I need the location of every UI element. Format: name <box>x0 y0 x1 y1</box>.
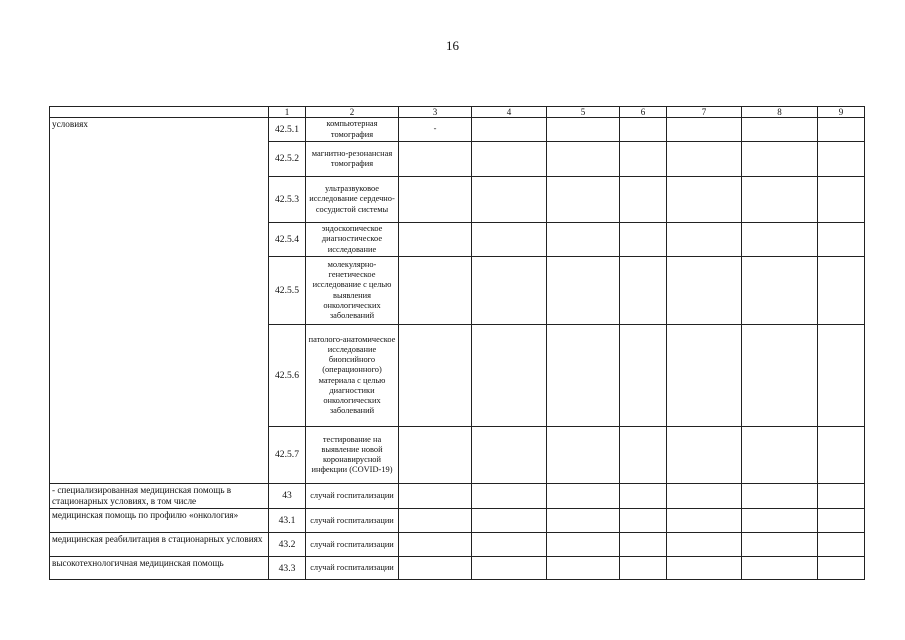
header-cell: 6 <box>620 107 667 118</box>
row-label: медицинская помощь по профилю «онкология» <box>50 509 269 533</box>
value-cell <box>547 509 620 533</box>
value-cell <box>472 325 547 427</box>
value-cell <box>742 427 818 484</box>
header-cell: 9 <box>818 107 865 118</box>
value-cell <box>667 484 742 509</box>
value-cell <box>399 557 472 580</box>
header-cell: 5 <box>547 107 620 118</box>
value-cell <box>620 257 667 325</box>
row-unit: ультразвуковое исследование сердечно-сосудистой системы <box>306 177 399 223</box>
row-unit: случай госпитализации <box>306 509 399 533</box>
value-cell <box>818 484 865 509</box>
header-row <box>50 107 865 118</box>
value-cell <box>818 427 865 484</box>
header-cell: 1 <box>269 107 306 118</box>
value-cell <box>472 484 547 509</box>
row-unit: магнитно-резонансная томография <box>306 142 399 177</box>
value-cell <box>620 533 667 557</box>
table-row <box>50 557 865 580</box>
value-cell <box>399 427 472 484</box>
value-cell <box>547 223 620 257</box>
row-unit: молекулярно-генетическое исследование с целью выявления онкологических заболеваний <box>306 257 399 325</box>
value-cell <box>472 118 547 142</box>
value-cell: - <box>399 118 472 142</box>
value-cell <box>818 223 865 257</box>
value-cell <box>667 223 742 257</box>
row-code: 43.1 <box>269 509 306 533</box>
value-cell <box>818 557 865 580</box>
value-cell <box>399 257 472 325</box>
row-code: 42.5.1 <box>269 118 306 142</box>
value-cell <box>620 484 667 509</box>
value-cell <box>620 142 667 177</box>
value-cell <box>667 118 742 142</box>
value-cell <box>399 177 472 223</box>
value-cell <box>620 223 667 257</box>
value-cell <box>547 142 620 177</box>
value-cell <box>547 118 620 142</box>
value-cell <box>547 484 620 509</box>
group-label: условиях <box>50 118 269 484</box>
value-cell <box>742 142 818 177</box>
value-cell <box>620 557 667 580</box>
row-unit: случай госпитализации <box>306 484 399 509</box>
row-unit: компьютерная томография <box>306 118 399 142</box>
value-cell <box>742 509 818 533</box>
header-cell: 7 <box>667 107 742 118</box>
value-cell <box>667 177 742 223</box>
value-cell <box>399 142 472 177</box>
value-cell <box>472 557 547 580</box>
value-cell <box>818 257 865 325</box>
row-code: 42.5.7 <box>269 427 306 484</box>
value-cell <box>620 427 667 484</box>
row-label: медицинская реабилитация в стационарных условиях <box>50 533 269 557</box>
value-cell <box>399 325 472 427</box>
value-cell <box>547 427 620 484</box>
row-unit: случай госпитализации <box>306 557 399 580</box>
row-code: 43 <box>269 484 306 509</box>
value-cell <box>620 177 667 223</box>
value-cell <box>667 325 742 427</box>
header-cell: 3 <box>399 107 472 118</box>
value-cell <box>742 557 818 580</box>
value-cell <box>472 533 547 557</box>
value-cell <box>667 557 742 580</box>
value-cell <box>399 223 472 257</box>
value-cell <box>620 325 667 427</box>
value-cell <box>547 325 620 427</box>
row-code: 42.5.4 <box>269 223 306 257</box>
value-cell <box>399 509 472 533</box>
value-cell <box>472 142 547 177</box>
value-cell <box>620 118 667 142</box>
table-row <box>50 509 865 533</box>
table-row <box>50 533 865 557</box>
row-code: 42.5.2 <box>269 142 306 177</box>
row-code: 42.5.6 <box>269 325 306 427</box>
value-cell <box>667 427 742 484</box>
value-cell <box>818 118 865 142</box>
value-cell <box>547 557 620 580</box>
row-code: 43.2 <box>269 533 306 557</box>
value-cell <box>742 118 818 142</box>
value-cell <box>742 484 818 509</box>
row-label: высокотехнологичная медицинская помощь <box>50 557 269 580</box>
table-row <box>50 484 865 509</box>
row-code: 42.5.3 <box>269 177 306 223</box>
value-cell <box>472 509 547 533</box>
header-cell: 2 <box>306 107 399 118</box>
value-cell <box>547 177 620 223</box>
value-cell <box>818 177 865 223</box>
row-unit: тестирование на выявление новой коронавирусной инфекции (COVID-19) <box>306 427 399 484</box>
value-cell <box>742 325 818 427</box>
value-cell <box>547 533 620 557</box>
row-code: 43.3 <box>269 557 306 580</box>
table-row <box>50 118 865 142</box>
value-cell <box>472 427 547 484</box>
value-cell <box>667 509 742 533</box>
value-cell <box>818 509 865 533</box>
value-cell <box>399 484 472 509</box>
value-cell <box>472 257 547 325</box>
value-cell <box>667 257 742 325</box>
value-cell <box>547 257 620 325</box>
row-unit: случай госпитализации <box>306 533 399 557</box>
value-cell <box>667 533 742 557</box>
value-cell <box>472 223 547 257</box>
row-label: - специализированная медицинская помощь в стационарных условиях, в том числе <box>50 484 269 509</box>
value-cell <box>667 142 742 177</box>
row-code: 42.5.5 <box>269 257 306 325</box>
value-cell <box>742 257 818 325</box>
value-cell <box>620 509 667 533</box>
value-cell <box>472 177 547 223</box>
data-table <box>49 106 865 580</box>
value-cell <box>742 533 818 557</box>
header-cell: 4 <box>472 107 547 118</box>
page-number: 16 <box>446 38 459 53</box>
value-cell <box>818 142 865 177</box>
value-cell <box>818 533 865 557</box>
value-cell <box>818 325 865 427</box>
value-cell <box>742 223 818 257</box>
row-unit: эндоскопическое диагностическое исследование <box>306 223 399 257</box>
header-cell: 8 <box>742 107 818 118</box>
row-unit: патолого-анатомическое исследование биопсийного (операционного) материала с целью диагностики онкологических заболеваний <box>306 325 399 427</box>
header-cell <box>50 107 269 118</box>
value-cell <box>399 533 472 557</box>
value-cell <box>742 177 818 223</box>
